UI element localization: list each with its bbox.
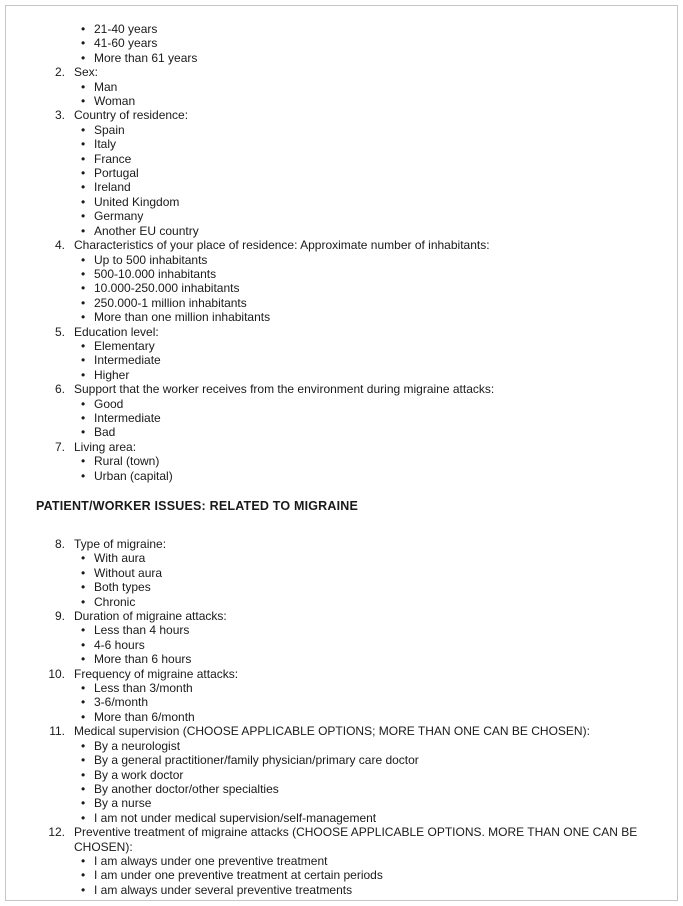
question-label: Type of migraine: [74, 537, 167, 551]
bullet-icon: • [81, 551, 86, 566]
option-item [81, 768, 649, 782]
bullet-icon: • [81, 882, 86, 897]
option-item [81, 296, 649, 310]
option-text: Intermediate [94, 410, 161, 425]
section-heading: PATIENT/WORKER ISSUES: RELATED TO MIGRAINE [36, 499, 359, 513]
bullet-icon: • [81, 79, 86, 94]
option-text: United Kingdom [94, 194, 180, 209]
bullet-icon: • [81, 367, 86, 382]
option-item [81, 195, 649, 209]
bullet-icon: • [81, 180, 86, 195]
option-list [74, 623, 649, 666]
option-text: More than 6/month [94, 709, 195, 724]
option-text: With aura [94, 551, 146, 566]
option-item [81, 209, 649, 223]
option-text: 10.000-250.000 inhabitants [94, 281, 240, 296]
option-item [81, 310, 649, 324]
option-item [81, 281, 649, 295]
question-body [74, 609, 649, 667]
question-number: 12. [48, 825, 65, 840]
option-text: Woman [94, 94, 136, 109]
option-item [81, 580, 649, 594]
option-text: 3-6/month [94, 695, 149, 710]
option-item [81, 566, 649, 580]
bullet-icon: • [81, 22, 86, 36]
question-body [74, 65, 649, 108]
option-text: Portugal [94, 166, 139, 181]
question-item [36, 325, 649, 383]
option-list [74, 681, 649, 724]
bullet-icon: • [81, 454, 86, 469]
question-item [36, 22, 649, 65]
option-text: I am always under one preventive treatment [94, 853, 328, 868]
option-item [81, 36, 649, 50]
question-body [74, 238, 649, 324]
option-item [81, 753, 649, 767]
question-item [36, 825, 649, 897]
question-label: Support that the worker receives from the environment during migraine attacks: [74, 382, 495, 397]
question-body [74, 22, 649, 65]
option-item [81, 854, 649, 868]
option-item [81, 51, 649, 65]
question-number: 2. [54, 65, 65, 80]
bullet-icon: • [81, 338, 86, 353]
question-item [36, 238, 649, 324]
question-item [36, 724, 649, 825]
bullet-icon: • [81, 623, 86, 638]
bullet-icon: • [81, 580, 86, 595]
bullet-icon: • [81, 767, 86, 782]
option-text: Elementary [94, 338, 155, 353]
question-label: Sex: [74, 65, 99, 80]
option-item [81, 710, 649, 724]
bullet-icon: • [81, 565, 86, 580]
option-item [81, 166, 649, 180]
question-label: Preventive treatment of migraine attacks (CHOOSE APPLICABLE OPTIONS. MORE THAN ONE CAN BE CHOSEN): [74, 825, 638, 854]
option-text: More than 61 years [94, 50, 198, 65]
option-item [81, 152, 649, 166]
option-text: Higher [94, 367, 130, 382]
option-item [81, 80, 649, 94]
option-item [81, 22, 649, 36]
bullet-icon: • [81, 137, 86, 152]
question-list-part1 [36, 22, 649, 483]
option-item [81, 652, 649, 666]
option-item [81, 137, 649, 151]
option-item [81, 469, 649, 483]
question-label: Education level: [74, 324, 159, 339]
bullet-icon: • [81, 868, 86, 883]
question-label: Duration of migraine attacks: [74, 609, 227, 624]
bullet-icon: • [81, 738, 86, 753]
option-text: Good [94, 396, 124, 411]
bullet-icon: • [81, 695, 86, 710]
question-body [74, 382, 649, 440]
option-text: Ireland [94, 180, 131, 195]
option-list [74, 253, 649, 325]
option-item [81, 425, 649, 439]
option-text: Man [94, 79, 118, 94]
question-label: Characteristics of your place of residence: Approximate number of inhabitants: [74, 238, 490, 253]
document-page [5, 5, 678, 901]
option-text: Chronic [94, 594, 136, 609]
bullet-icon: • [81, 166, 86, 181]
bullet-icon: • [81, 353, 86, 368]
question-body [74, 440, 649, 483]
bullet-icon: • [81, 853, 86, 868]
bullet-icon: • [81, 94, 86, 109]
option-item [81, 411, 649, 425]
option-item [81, 681, 649, 695]
option-item [81, 623, 649, 637]
option-text: By another doctor/other specialties [94, 781, 279, 796]
bullet-icon: • [81, 396, 86, 411]
option-text: Without aura [94, 565, 163, 580]
question-number: 3. [54, 108, 65, 123]
question-number: 5. [54, 324, 65, 339]
option-item [81, 180, 649, 194]
bullet-icon: • [81, 151, 86, 166]
option-text: 500-10.000 inhabitants [94, 266, 217, 281]
option-item [81, 94, 649, 108]
bullet-icon: • [81, 810, 86, 825]
option-text: I am under one preventive treatment at certain periods [94, 868, 383, 883]
question-body [74, 325, 649, 383]
bullet-icon: • [81, 796, 86, 811]
option-item [81, 638, 649, 652]
option-item [81, 739, 649, 753]
option-list [74, 22, 649, 65]
bullet-icon: • [81, 209, 86, 224]
option-item [81, 397, 649, 411]
option-item [81, 454, 649, 468]
option-list [74, 454, 649, 483]
bullet-icon: • [81, 753, 86, 768]
question-number: 9. [54, 609, 65, 624]
option-item [81, 123, 649, 137]
option-text: Both types [94, 580, 151, 595]
question-item [36, 667, 649, 725]
option-text: 250.000-1 million inhabitants [94, 295, 247, 310]
option-item [81, 883, 649, 897]
option-text: By a general practitioner/family physician/primary care doctor [94, 753, 419, 768]
option-text: I am always under several preventive treatments [94, 882, 353, 897]
option-text: Less than 3/month [94, 681, 193, 696]
option-text: Rural (town) [94, 454, 160, 469]
option-item [81, 796, 649, 810]
question-item [36, 382, 649, 440]
question-number: 11. [49, 724, 65, 739]
option-item [81, 224, 649, 238]
bullet-icon: • [81, 122, 86, 137]
option-text: Spain [94, 122, 125, 137]
question-label: Frequency of migraine attacks: [74, 666, 239, 681]
bullet-icon: • [81, 681, 86, 696]
bullet-icon: • [81, 310, 86, 325]
option-text: Intermediate [94, 353, 161, 368]
option-text: Italy [94, 137, 117, 152]
option-text: 4-6 hours [94, 637, 145, 652]
bullet-icon: • [81, 281, 86, 296]
bullet-icon: • [81, 425, 86, 440]
bullet-icon: • [81, 410, 86, 425]
question-body [74, 108, 649, 238]
question-body [74, 724, 649, 825]
bullet-icon: • [81, 468, 86, 483]
option-list [74, 123, 649, 238]
option-text: More than 6 hours [94, 652, 192, 667]
question-item [36, 440, 649, 483]
option-list [74, 551, 649, 609]
option-item [81, 695, 649, 709]
option-text: Up to 500 inhabitants [94, 252, 208, 267]
option-item [81, 782, 649, 796]
question-body [74, 825, 649, 897]
option-list [74, 80, 649, 109]
option-list [74, 397, 649, 440]
question-body [74, 537, 649, 609]
option-item [81, 868, 649, 882]
option-item [81, 595, 649, 609]
bullet-icon: • [81, 781, 86, 796]
bullet-icon: • [81, 295, 86, 310]
option-list [74, 339, 649, 382]
question-number: 4. [54, 238, 65, 253]
option-list [74, 854, 649, 897]
option-text: More than one million inhabitants [94, 310, 271, 325]
question-label: Country of residence: [74, 108, 189, 123]
bullet-icon: • [81, 36, 86, 51]
option-text: Another EU country [94, 223, 199, 238]
bullet-icon: • [81, 652, 86, 667]
option-item [81, 811, 649, 825]
bullet-icon: • [81, 50, 86, 65]
bullet-icon: • [81, 637, 86, 652]
bullet-icon: • [81, 266, 86, 281]
option-item [81, 368, 649, 382]
question-number: 7. [54, 439, 65, 454]
option-item [81, 253, 649, 267]
option-list [74, 739, 649, 825]
question-number: 8. [54, 537, 65, 551]
question-list-part2 [36, 537, 649, 897]
option-text: 41-60 years [94, 36, 158, 51]
question-item [36, 537, 649, 609]
option-item [81, 551, 649, 565]
option-text: Germany [94, 209, 144, 224]
question-number: 10. [48, 666, 65, 681]
option-text: Bad [94, 425, 116, 440]
option-item [81, 267, 649, 281]
option-item [81, 339, 649, 353]
question-item [36, 609, 649, 667]
bullet-icon: • [81, 709, 86, 724]
option-text: Less than 4 hours [94, 623, 190, 638]
bullet-icon: • [81, 194, 86, 209]
option-text: Urban (capital) [94, 468, 173, 483]
bullet-icon: • [81, 594, 86, 609]
option-text: By a nurse [94, 796, 152, 811]
option-text: By a neurologist [94, 738, 181, 753]
question-number: 6. [54, 382, 65, 397]
option-text: France [94, 151, 132, 166]
bullet-icon: • [81, 223, 86, 238]
question-label: Living area: [74, 439, 137, 454]
question-item [36, 65, 649, 108]
option-item [81, 353, 649, 367]
question-item [36, 108, 649, 238]
option-text: 21-40 years [94, 22, 158, 36]
question-body [74, 667, 649, 725]
question-label: Medical supervision (CHOOSE APPLICABLE OPTIONS; MORE THAN ONE CAN BE CHOSEN): [74, 724, 590, 739]
option-text: By a work doctor [94, 767, 184, 782]
option-text: I am not under medical supervision/self-management [94, 810, 377, 825]
bullet-icon: • [81, 252, 86, 267]
